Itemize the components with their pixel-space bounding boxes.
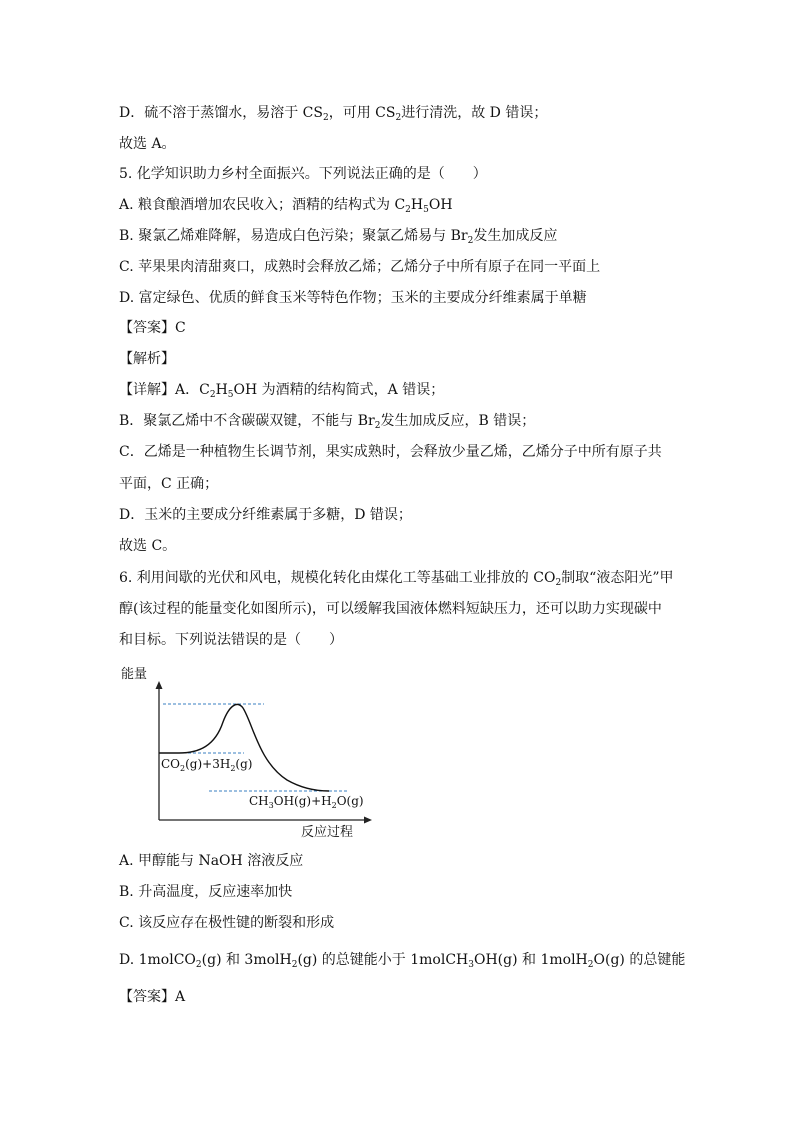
- question-6-stem-line2: 醇(该过程的能量变化如图所示)，可以缓解我国液体燃料短缺压力，还可以助力实现碳中: [119, 601, 662, 617]
- reactants-label: $CO_2(g)+3H_2(g)$: [161, 757, 253, 773]
- question-6-option-b: B. 升高温度，反应速率加快: [119, 884, 293, 900]
- explanation-c-q5-line2: 平面，C 正确；: [119, 476, 219, 492]
- explanation-d-q5: D．玉米的主要成分纤维素属于多糖，D 错误；: [119, 507, 412, 523]
- answer-label-q6: 【答案】A: [119, 989, 186, 1005]
- energy-curve: [159, 704, 329, 791]
- question-5-option-b: B. 聚氯乙烯难降解，易造成白色污染；聚氯乙烯易与 $Br_2$发生加成反应: [119, 228, 558, 246]
- conclusion-q5: 故选 C。: [119, 538, 177, 554]
- question-6-option-a: A. 甲醇能与 NaOH 溶液反应: [119, 853, 304, 869]
- question-6-option-c: C. 该反应存在极性键的断裂和形成: [119, 915, 335, 931]
- explanation-b-q5: B．聚氯乙烯中不含碳碳双键，不能与 $Br_2$发生加成反应，B 错误；: [119, 413, 536, 431]
- conclusion-q4: 故选 A。: [119, 136, 176, 152]
- statement-d-q4: D．硫不溶于蒸馏水，易溶于 $CS_2$，可用 $CS_2$进行清洗，故 D 错误；: [119, 105, 548, 123]
- question-6-option-d: D. 1molCO$_2$(g) 和 3molH$_2$(g) 的总键能小于 1molCH$_3$OH(g) 和 1molH$_2$O(g) 的总键能: [119, 952, 686, 970]
- x-axis-arrow: [364, 817, 372, 824]
- question-5-option-c: C. 苹果果肉清甜爽口，成熟时会释放乙烯；乙烯分子中所有原子在同一平面上: [119, 259, 601, 275]
- energy-diagram: [119, 662, 379, 842]
- x-axis-label: 反应过程: [301, 825, 354, 840]
- products-label: $CH_3OH(g)+H_2O(g)$: [249, 794, 364, 810]
- explanation-c-q5-line1: C．乙烯是一种植物生长调节剂，果实成熟时，会释放少量乙烯，乙烯分子中所有原子共: [119, 444, 662, 460]
- explanation-a-q5: 【详解】A．$C_2H_5OH$ 为酒精的结构简式，A 错误；: [119, 382, 445, 400]
- question-5-option-d: D. 富定绿色、优质的鲜食玉米等特色作物；玉米的主要成分纤维素属于单糖: [119, 290, 587, 306]
- analysis-label-q5: 【解析】: [119, 351, 175, 367]
- answer-label-q5: 【答案】C: [119, 320, 186, 336]
- y-axis-label: 能量: [121, 667, 148, 682]
- question-6-stem-line1: 6. 利用间歇的光伏和风电，规模化转化由煤化工等基础工业排放的 $CO_2$制取“液态阳光”甲: [119, 570, 674, 588]
- question-6-stem-line3: 和目标。下列说法错误的是（ ）: [119, 632, 343, 648]
- question-5-option-a: A. 粮食酿酒增加农民收入；酒精的结构式为 $C_2H_5OH$: [119, 197, 453, 215]
- y-axis-arrow: [156, 681, 163, 689]
- question-5-stem: 5. 化学知识助力乡村全面振兴。下列说法正确的是（ ）: [119, 166, 487, 182]
